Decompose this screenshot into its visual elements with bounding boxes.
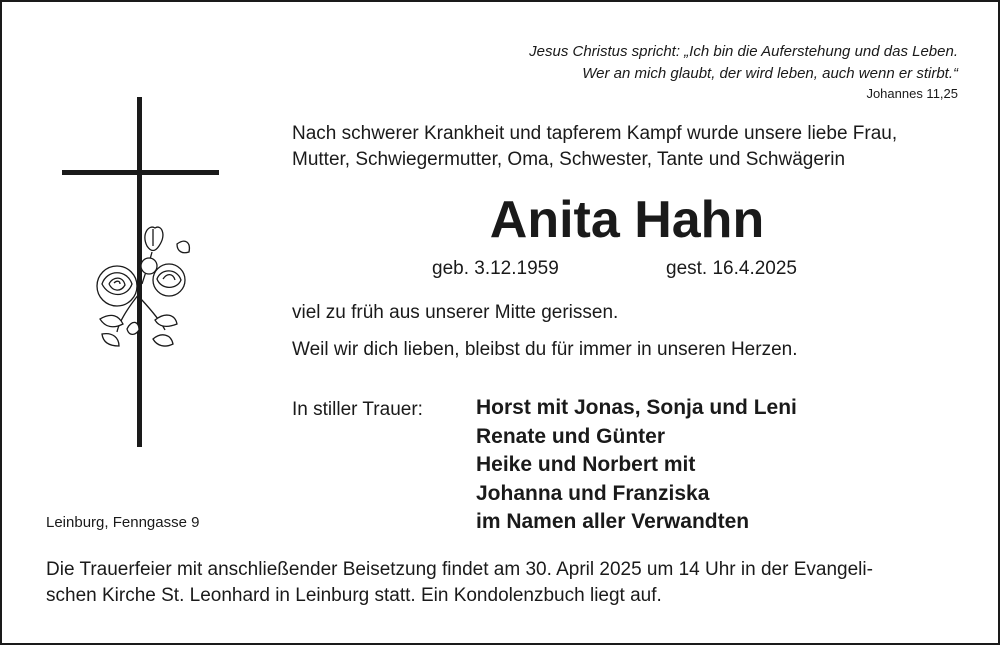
address: Leinburg, Fenngasse 9 [46,514,200,531]
bible-quote [529,41,958,103]
mourners-label: In stiller Trauer: [292,399,423,420]
birth-date: geb. 3.12.1959 [432,258,559,279]
mourner-line: im Namen aller Verwandten [476,510,750,533]
death-date: gest. 16.4.2025 [666,258,797,279]
mourner-line: Johanna und Franziska [476,481,710,505]
message-line-2: Weil wir dich lieben, bleibst du für immer in unseren Herzen. [292,339,798,360]
funeral-info [46,557,873,609]
intro-line-2: Mutter, Schwiegermutter, Oma, Schwester, Tante und Schwägerin [292,149,846,170]
intro-line-1: Nach schwerer Krankheit und tapferem Kampf wurde unsere liebe Frau, [292,123,898,144]
deceased-name: Anita Hahn [489,191,765,249]
quote-line-2: Wer an mich glaubt, der wird leben, auch wenn er stirbt.“ [582,65,958,82]
cross-icon [57,94,227,454]
quote-line-1: Jesus Christus spricht: „Ich bin die Auferstehung und das Leben. [529,43,958,60]
funeral-line-1: Die Trauerfeier mit anschließender Beisetzung findet am 30. April 2025 um 14 Uhr in der Evangeli- [46,559,873,580]
mourner-line: Horst mit Jonas, Sonja und Leni [476,396,797,419]
funeral-line-2: schen Kirche St. Leonhard in Leinburg statt. Ein Kondolenzbuch liegt auf. [46,585,662,606]
message-line-1: viel zu früh aus unserer Mitte gerissen. [292,302,619,323]
quote-reference: Johannes 11,25 [866,86,958,101]
mourners-list [476,394,797,537]
mourner-line: Renate und Günter [476,424,666,448]
intro-text [292,121,897,173]
mourner-line: Heike und Norbert mit [476,453,696,476]
